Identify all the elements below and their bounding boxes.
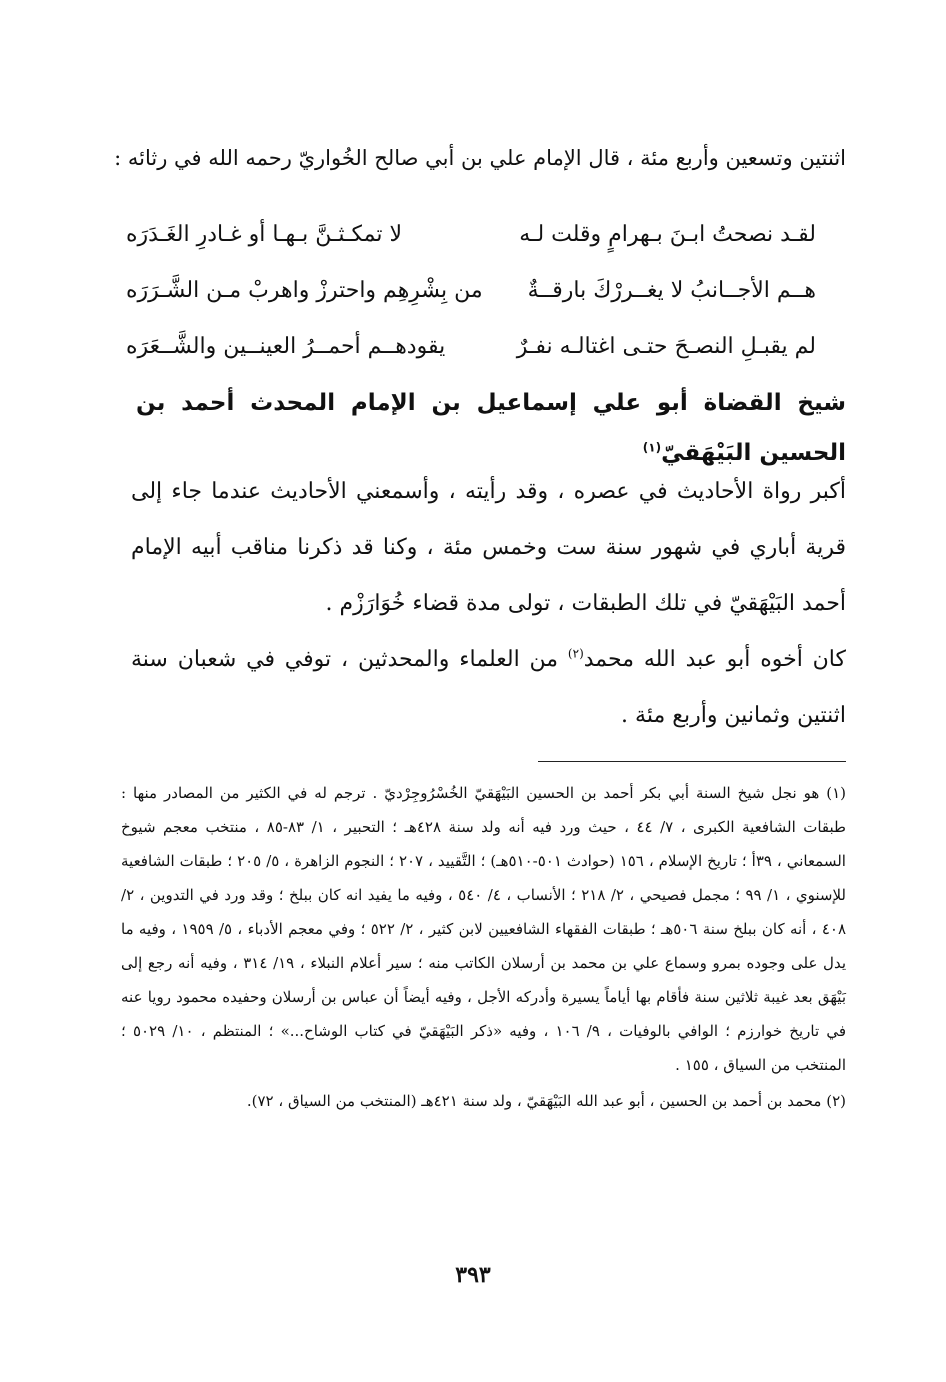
verse-first-hemistich: هــم الأجــانبُ لا يغــررْكَ بارقــةٌ <box>527 277 816 303</box>
poem-verse <box>126 318 816 374</box>
footnote-separator <box>538 761 846 762</box>
verse-first-hemistich: لقـد نصحتُ ابـنَ بـهرامٍ وقلت لـه <box>519 221 816 247</box>
verse-second-hemistich: يقودهــم أحمــرُ العينــين والشَّــعَرَه <box>126 333 446 359</box>
paragraph-text-end: من العلماء والمحدثين ، توفي في شعبان سنة اثنتين وثمانين وأربع مئة . <box>131 647 846 728</box>
biography-paragraph <box>131 464 846 632</box>
verse-second-hemistich: من بِشْرِهِم واحترزْ واهربْ مـن الشَّـرَرَه <box>126 277 483 303</box>
brother-paragraph <box>131 632 846 744</box>
paragraph-text-start: كان أخوه أبو عبد الله محمد <box>583 647 846 672</box>
footnote-1: (١) هو نجل شيخ السنة أبي بكر أحمد بن الحسين البَيْهَقيّ الخُسْرُوجِرْديّ . ترجم له في الكثير من المصادر منها : طبقات الشافعية الكبرى ، ٧/ ٤٤ ، حيث ورد فيه أنه ولد سنة ٤٢٨هـ ؛ التحبير ، ١/ ٨٣-٨٥ ، منتخب معجم شيوخ السمعاني ، ٣٩أ ؛ تاريخ الإسلام ، ١٥٦ (حوادث ٥٠١-٥١٠هـ) ؛ التَّقييد ، ٢٠٧ ؛ النجوم الزاهرة ، ٥/ ٢٠٥ ؛ طبقات الشافعية للإسنوي ، ١/ ٩٩ ؛ مجمل فصيحي ، ٢/ ٢١٨ ؛ الأنساب ، ٤/ ٥٤٠ ، وفيه ما يفيد انه كان ببلخ ؛ وقد ورد في التدوين ، ٢/ ٤٠٨ ، أنه كان ببلخ سنة ٥٠٦هـ ؛ طبقات الفقهاء الشافعيين لابن كثير ، ٢/ ٥٢٢ ؛ وفي معجم الأدباء ، ٥/ ١٩٥٩ ، وفيه ما يدل على وجوده بمرو وسماع علي بن محمد بن أرسلان الكاتب منه ؛ سير أعلام النبلاء ، ١٩/ ٣١٤ ، وفيه أنه رجع إلى بَيْهَق بعد غيبة ثلاثين سنة فأقام بها أياماً يسيرة وأدركه الأجل ، وفيه أيضاً أن عباس بن أرسلان وحفيده محمود رويا عنه في تاريخ خوارزم ؛ الوافي بالوفيات ، ٩/ ١٠٦ ، وفيه «ذكر البَيْهَقيّ في كتاب الوشاح...» ؛ المنتظم ، ١٠/ ٥٠٢٩ ؛ المنتخب من السياق ، ١٥٥ . <box>121 784 846 1074</box>
page-number: ٣٩٣ <box>455 1262 491 1288</box>
poem-verse <box>126 206 816 262</box>
section-title: شيخ القضاة أبو علي إسماعيل بن الإمام المحدث أحمد بن الحسين البَيْهَقيّ <box>136 390 846 466</box>
poem-verse <box>126 262 816 318</box>
footnote-marker: (٢) <box>567 646 584 661</box>
intro-line: اثنتين وتسعين وأربع مئة ، قال الإمام علي بن أبي صالح الخُواريّ رحمه الله في رثائه : <box>114 146 846 170</box>
verse-second-hemistich: لا تمكـثـنَّ بـهـا أو غـادرِ الغَـدَرَه <box>126 221 403 247</box>
footnote-2: (٢) محمد بن أحمد بن الحسين ، أبو عبد الله البَيْهَقيّ ، ولد سنة ٤٢١هـ (المنتخب من السياق ، ٧٢). <box>246 1092 846 1110</box>
section-heading <box>136 378 846 478</box>
paragraph-text <box>131 632 846 744</box>
verse-first-hemistich: لم يقبـلِ النصـحَ حتـى اغتالـه نفـرٌ <box>516 333 816 359</box>
paragraph-text: أكبر رواة الأحاديث في عصره ، وقد رأيته ، وأسمعني الأحاديث عندما جاء إلى قرية أباري في شهور سنة ست وخمس مئة ، وكنا قد ذكرنا مناقب أبيه الإمام أحمد البَيْهَقيّ في تلك الطبقات ، تولى مدة قضاء خُوَارَزْم . <box>131 479 846 616</box>
footnotes <box>121 776 846 1118</box>
footnote-marker: (١) <box>642 440 662 455</box>
